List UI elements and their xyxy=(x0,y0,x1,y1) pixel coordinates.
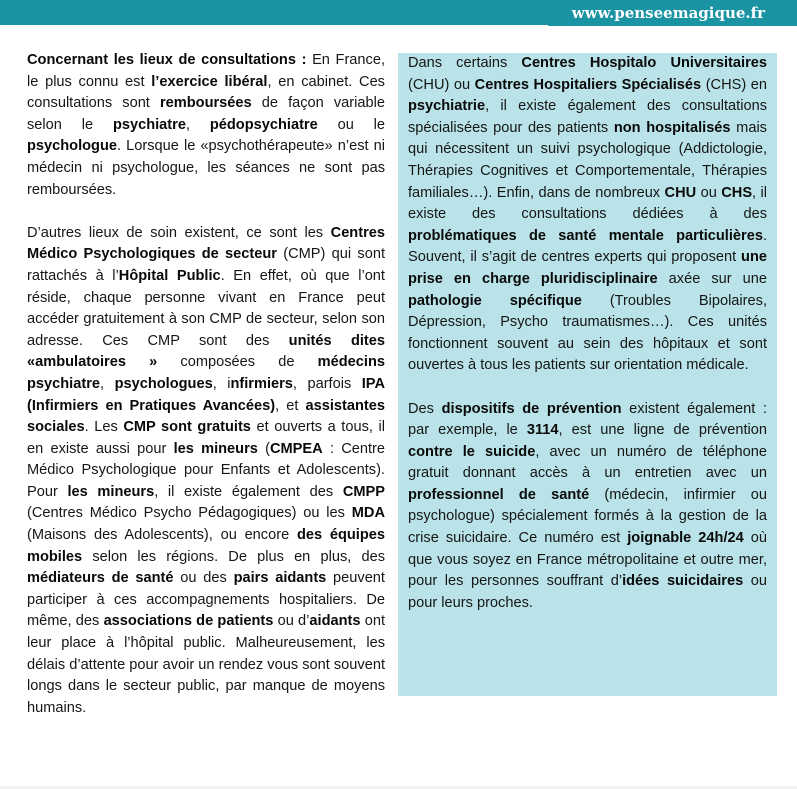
text-run: (CHS) en xyxy=(701,76,768,93)
bold-text: problématiques de santé mentale particulières xyxy=(408,227,763,244)
text-run: mais qui nécessitent un suivi psychologique (Addictologie, Thérapies Cognitives et Comportementale, Thérapies familiales…). Enfin, dans de nombreux xyxy=(408,119,767,201)
bold-text: médecins psychiatre xyxy=(27,354,385,392)
text-run: peuvent participer à ces accompagnements hospitaliers. De même, des xyxy=(27,570,385,630)
text-run: selon les régions. De plus en plus, des xyxy=(82,548,385,565)
text-run: (CHU) ou xyxy=(408,76,475,93)
text-run: de façon variable selon le xyxy=(27,95,385,133)
bold-text: médiateurs de santé xyxy=(27,570,174,587)
text-run: Dans certains xyxy=(408,55,522,71)
text-run: (CMP) qui sont rattachés à l’ xyxy=(27,246,385,284)
bold-text: CMPP xyxy=(342,483,385,500)
bold-text: les mineurs xyxy=(67,483,155,500)
text-run: . Lorsque le «psychothérapeute» n’est ni médecin ni psychologue, les séances ne sont pas remboursées. xyxy=(27,138,385,198)
bold-text: non hospitalisés xyxy=(613,119,731,136)
text-run: . Les xyxy=(84,419,124,436)
bold-text: pathologie spécifique xyxy=(408,292,582,309)
bold-text: aidants xyxy=(309,613,361,630)
bold-text: l’exercice libéral xyxy=(151,73,268,90)
bold-text: nfirmiers xyxy=(230,375,293,392)
paragraph-liberal xyxy=(27,50,385,201)
text-run: ont leur place à l’hôpital public. Malheureusement, les délais d’attente pour avoir un rendez vous sont souvent longs dans le secteur public, par manque de moyens humains. xyxy=(27,613,385,716)
bold-text: psychologue xyxy=(27,138,118,155)
text-run: , xyxy=(185,116,210,133)
paragraph-prevention xyxy=(408,399,767,615)
text-run: (médecin, infirmier ou psychologue) spécialement formés à la gestion de la crise suicidaire. Ce numéro est xyxy=(408,486,767,547)
text-run: , avec un numéro de téléphone gratuit donnant accès à un entretien avec un xyxy=(408,443,767,482)
bold-text: psychiatrie xyxy=(408,98,486,115)
left-column xyxy=(27,50,385,719)
text-run: axée sur une xyxy=(657,270,767,287)
text-run: . Souvent, il s’agit de centres experts qui proposent xyxy=(408,227,767,266)
bold-text: IPA (Infirmiers en Pratiques Avancées) xyxy=(27,375,385,414)
text-run: , xyxy=(100,375,115,392)
bold-text: idées suicidaires xyxy=(622,573,744,590)
text-run: D’autres lieux de soin existent, ce sont les xyxy=(27,224,331,241)
text-run: composées de xyxy=(157,354,318,371)
bold-text: contre le suicide xyxy=(408,443,536,460)
bold-text: Centres Médico Psychologiques de secteur xyxy=(27,224,385,263)
bold-text: associations de patients xyxy=(103,613,274,630)
text-run: ( xyxy=(257,440,270,457)
bold-text: MDA xyxy=(351,505,385,522)
text-run: , et xyxy=(275,397,306,414)
bold-text: psychologues xyxy=(114,375,213,392)
text-run: ou xyxy=(696,184,722,201)
text-run: (Centres Médico Psycho Pédagogiques) ou les xyxy=(27,505,352,522)
bold-text: pairs aidants xyxy=(233,570,327,587)
bold-text: professionnel de santé xyxy=(408,486,590,503)
text-run: En France, le plus connu est xyxy=(27,52,385,90)
bold-text: une prise en charge pluridisciplinaire xyxy=(408,249,767,287)
text-run: , en cabinet. Ces consultations sont xyxy=(27,73,385,112)
bold-text: Centres Hospitaliers Spécialisés xyxy=(474,76,702,93)
bold-text: CMP sont gratuits xyxy=(123,419,251,436)
paragraph-chu xyxy=(408,53,767,377)
text-run: ou des xyxy=(173,570,234,587)
bold-text: dispositifs de prévention xyxy=(441,400,622,417)
bold-text: Centres Hospitalo Universitaires xyxy=(521,55,767,71)
bold-text: unités dites «ambulatoires » xyxy=(27,332,386,371)
text-run: Des xyxy=(408,400,442,417)
text-run: , est une ligne de prévention xyxy=(558,422,767,439)
text-run: ou pour leurs proches. xyxy=(408,573,767,611)
bold-text: joignable 24h/24 xyxy=(627,530,744,547)
text-run: , il existe également des consultations spécialisées pour des patients xyxy=(408,98,767,136)
text-run: (Troubles Bipolaires, Dépression, Psycho traumatismes…). Ces unités fonctionnent souvent au sein des hôpitaux et sont ouvertes à tous les patients sur orientation médicale. xyxy=(408,292,767,374)
text-run: . En effet, où que l’ont réside, chaque personne vivant en France peut accéder gratuitement à son CMP de secteur, selon son adresse. Ces CMP sont des xyxy=(27,267,385,349)
text-run: existent également : par exemple, le xyxy=(408,400,767,439)
bold-text: Concernant les lieux de consultations : xyxy=(27,52,307,68)
bold-text: pédopsychiatre xyxy=(209,116,318,133)
text-run: , parfois xyxy=(292,375,362,392)
bold-text: les mineurs xyxy=(173,440,258,457)
paragraph-cmp xyxy=(27,223,385,720)
bold-text: CHU xyxy=(664,184,697,201)
bold-text: remboursées xyxy=(159,95,252,112)
text-run: où que vous soyez en France métropolitaine et outre mer, pour les personnes souffrant d’ xyxy=(408,530,767,590)
bold-text: Hôpital Public xyxy=(118,267,221,284)
bold-text: 3114 xyxy=(526,422,559,439)
bold-text: des équipes mobiles xyxy=(27,527,385,565)
text-run: , il existe également des xyxy=(154,483,343,500)
bold-text: CMPEA xyxy=(269,440,323,457)
text-run: ou d’ xyxy=(273,613,310,630)
text-run: : Centre Médico Psychologique pour Enfants et Adolescents). Pour xyxy=(27,440,385,500)
text-run: et ouverts a tous, il en existe aussi pour xyxy=(27,419,385,457)
info-box xyxy=(398,53,777,696)
bold-text: assistantes sociales xyxy=(27,397,385,436)
text-run: , i xyxy=(212,375,231,392)
text-run: (Maisons des Adolescents), ou encore xyxy=(27,527,297,544)
bold-text: psychiatre xyxy=(112,116,186,133)
website-url[interactable]: www.penseemagique.fr xyxy=(548,0,797,26)
text-run: ou le xyxy=(317,116,386,133)
bold-text: CHS xyxy=(721,184,753,201)
text-run: , il existe des consultations dédiées à des xyxy=(408,184,768,223)
